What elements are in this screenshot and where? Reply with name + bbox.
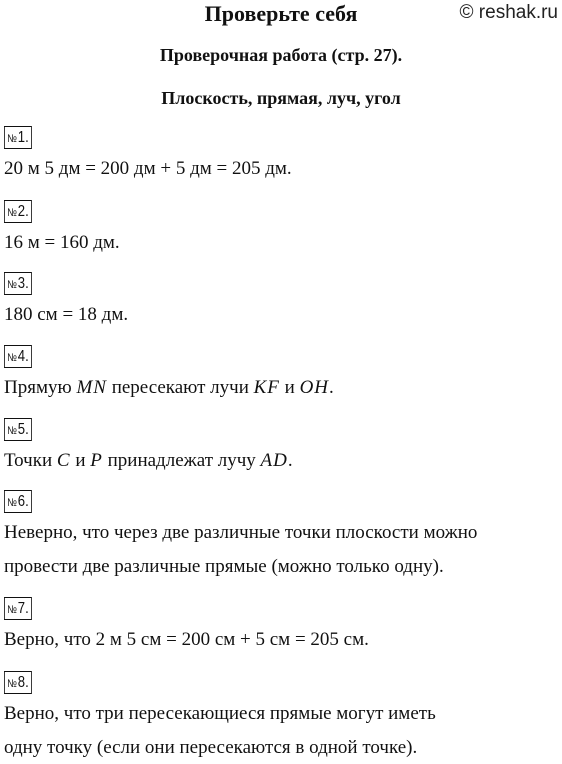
answer-line: Неверно, что через две различные точки плоскости можно: [4, 522, 478, 543]
task-answer: [4, 517, 560, 583]
task-answer: Верно, что 2 м 5 см = 200 см + 5 см = 205 см.: [4, 629, 369, 650]
task-answer: Прямую MN пересекают лучи KF и OH.: [4, 377, 334, 398]
answer-line: одну точку (если они пересекаются в одной точке).: [4, 737, 418, 758]
task-7: [4, 597, 560, 656]
math-symbol: KF: [253, 377, 280, 398]
task-answer: 20 м 5 дм = 200 дм + 5 дм = 205 дм.: [4, 158, 292, 179]
task-4: [4, 345, 560, 404]
task-answer: Точки C и P принадлежат лучу AD.: [4, 450, 293, 471]
task-2: [4, 200, 560, 259]
answer-line: Верно, что три пересекающиеся прямые могут иметь: [4, 703, 436, 724]
math-symbol: OH: [299, 377, 330, 398]
task-number-badge: №2.: [4, 200, 32, 223]
task-answer: [4, 698, 560, 764]
task-5: [4, 418, 560, 477]
math-symbol: P: [90, 450, 103, 471]
task-8: [4, 671, 560, 764]
watermark: © reshak.ru: [459, 2, 558, 23]
task-number-badge: №1.: [4, 126, 32, 149]
task-number-badge: №4.: [4, 345, 32, 368]
task-number-badge: №8.: [4, 671, 32, 694]
work-subtitle: Проверочная работа (стр. 27).: [159, 45, 403, 65]
task-6: [4, 490, 560, 583]
task-answer: 16 м = 160 дм.: [4, 232, 120, 253]
task-1: [4, 126, 560, 185]
task-number-badge: №3.: [4, 272, 32, 295]
math-symbol: AD: [260, 450, 288, 471]
answer-line: провести две различные прямые (можно только одну).: [4, 556, 444, 577]
math-symbol: C: [56, 450, 71, 471]
task-number-badge: №5.: [4, 418, 32, 441]
task-number-badge: №7.: [4, 597, 32, 620]
task-3: [4, 272, 560, 331]
math-symbol: MN: [76, 377, 107, 398]
page-title: Проверьте себя: [204, 1, 358, 26]
task-number-badge: №6.: [4, 490, 32, 513]
topic-subtitle: Плоскость, прямая, луч, угол: [161, 88, 401, 108]
task-answer: 180 см = 18 дм.: [4, 304, 129, 325]
